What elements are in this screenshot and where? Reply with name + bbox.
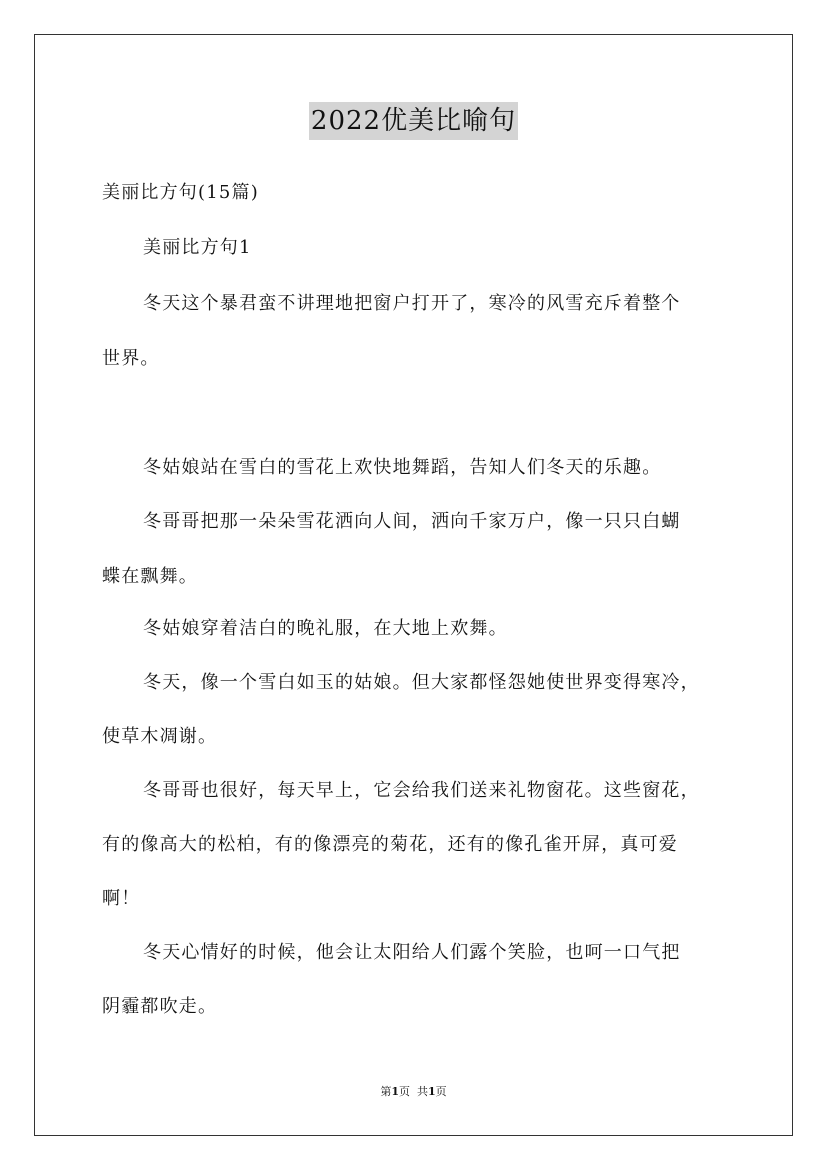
section-heading: 美丽比方句1 [143, 237, 252, 258]
footer-prefix: 第 [380, 1085, 392, 1098]
paragraph-line: 冬哥哥也很好，每天早上，它会给我们送来礼物窗花。这些窗花， [143, 780, 700, 801]
paragraph-line: 阴霾都吹走。 [102, 996, 218, 1017]
paragraph-line: 冬姑娘穿着洁白的晚礼服，在大地上欢舞。 [143, 618, 508, 639]
paragraph-line: 啊！ [102, 888, 141, 909]
footer-middle: 页 共 [399, 1085, 428, 1098]
title-container [0, 102, 827, 140]
document-title: 2022优美比喻句 [309, 102, 518, 140]
subtitle: 美丽比方句(15篇) [102, 182, 259, 203]
paragraph-line: 冬哥哥把那一朵朵雪花洒向人间，洒向千家万户，像一只只白蝴 [143, 511, 681, 532]
footer-suffix: 页 [435, 1085, 447, 1098]
paragraph-line: 使草木凋谢。 [102, 726, 218, 747]
paragraph-line: 世界。 [102, 348, 160, 369]
footer-page-number: 1 [391, 1085, 399, 1098]
paragraph-line: 冬天心情好的时候，他会让太阳给人们露个笑脸，也呵一口气把 [143, 942, 681, 963]
paragraph-line: 有的像高大的松柏，有的像漂亮的菊花，还有的像孔雀开屏，真可爱 [102, 834, 678, 855]
paragraph-line: 蝶在飘舞。 [102, 566, 198, 587]
footer-page-total: 1 [428, 1085, 436, 1098]
paragraph-line: 冬姑娘站在雪白的雪花上欢快地舞蹈，告知人们冬天的乐趣。 [143, 457, 662, 478]
paragraph-line: 冬天这个暴君蛮不讲理地把窗户打开了，寒冷的风雪充斥着整个 [143, 293, 681, 314]
page-footer [0, 1084, 827, 1100]
paragraph-line: 冬天，像一个雪白如玉的姑娘。但大家都怪怨她使世界变得寒冷， [143, 672, 700, 693]
